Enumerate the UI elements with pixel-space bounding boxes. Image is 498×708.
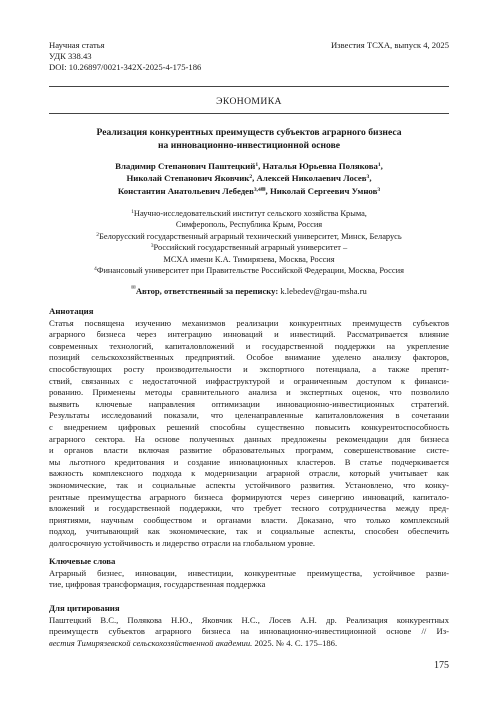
author-affil-mark: 3 [366,174,370,181]
envelope-icon: ✉ [131,285,136,291]
citation-heading: Для цитирования [49,603,120,613]
text-line: важность комплексного подхода к модернизации аграрной отрасли, который учитывает как [49,468,449,479]
page-header [49,40,449,76]
article-title [60,126,438,152]
text-line: аграрного сектора. На основе полученных данных предложены рекомендации для бизнеса [49,433,449,444]
abstract-heading: Аннотация [49,306,94,316]
author-affil-mark: 1 [255,162,259,168]
text-line: приятиями, научным сообществом и органами власти. Доказано, что только комплексный [49,514,449,525]
affiliation: Симферополь, Республика Крым, Россия [175,220,323,230]
text-line: вложений и государственной поддержки, что требует тесного сотрудничества между пред- [49,503,449,514]
text-line: подход, учитывающий как экономические, так и социальные аспекты, способен обеспечить [49,526,449,537]
affiliation: $^2$Белорусский государственный аграрный технический университет, Минск, Беларусь [96,231,402,241]
journal-name: вестия Тимирязевской сельскохозяйственной академии. [49,637,253,648]
text-line: Статья посвящена изучению механизмов реализации конкурентных преимуществ субъектов [49,317,449,328]
text-line: экономические, так и социальные аспекты устойчивого развития. Установлено, что конку- [49,479,449,490]
abstract-text [49,318,449,550]
text-line: способствующих росту производительности и экспортного потенциала, а также препят- [49,363,449,374]
author-list [60,160,438,197]
author-name: Константин Анатольевич Лебедев [117,185,254,196]
keywords-text [49,568,449,591]
text-line: ствий, связанных с недостаточной инфраструктурой и ограниченным доступом к финанси- [49,375,449,386]
author-name: Владимир Степанович Паштецкий [115,161,256,171]
citation-line: преимуществ субъектов аграрного бизнеса на инновационно-инвестиционной основе // Из- [49,626,449,637]
section-divider [49,113,449,114]
text-line: рентные преимущества аграрного бизнеса формируются через синергию инноваций, капитало- [49,491,449,502]
text-line: позиций сельскохозяйственных предприятий. Особое внимание уделено анализу факторов, [49,352,449,363]
author-affil-mark: 2 [249,174,253,181]
header-divider [49,86,449,87]
text-line: Аграрный бизнес, инновации, инвестиции, конкурентные преимущества, устойчивое разви- [49,567,449,578]
text-line: и органов власти включая развитие образовательных программ, совершенствование систе- [49,445,449,456]
author-name: Николай Степанович Яковчик [126,173,250,184]
text-line: аграрного бизнеса через интеграцию инноваций и инвестиций. Рассматривается влияние [49,329,449,340]
author-name: Николай Сергеевич Умнов [269,185,378,196]
author-affil-mark: 3,4✉ [253,186,266,193]
affiliation: $^3$Российский государственный аграрный университет – [150,243,348,253]
author-name: Алексей Николаевич Лосев [256,173,367,184]
affiliation: $^4$Финансовый университет при Правительстве Российской Федерации, Москва, Россия [94,266,404,276]
text-line: мы льготного кредитования и создание инновационных кластеров. В статье подчеркивается [49,456,449,467]
text-line: тие, цифровая трансформация, государственная поддержка [49,579,266,590]
citation-line: вестия Тимирязевской сельскохозяйственной академии. 2025. № 4. С. 175–186. [49,637,338,648]
text-line: с внедрением цифровых решений способны существенно повысить конкурентоспособность [49,421,449,432]
citation-section [49,603,449,649]
abstract-section [49,306,449,549]
title-line: Реализация конкурентных преимуществ субъектов аграрного бизнеса [96,127,402,138]
affiliation-list [49,208,449,276]
doi: DOI: 10.26897/0021-342X-2025-4-175-186 [49,62,202,73]
affiliation: $^1$Научно-исследовательский институт сельского хозяйства Крыма, [131,209,367,218]
section-title: ЭКОНОМИКА [216,96,282,107]
title-line: на инновационно-инвестиционной основе [157,140,341,151]
text-line: выявить ключевые направления оптимизации инновационно-инвестиционных стратегий. [49,398,449,409]
citation-line: Паштецкий В.С., Полякова Н.Ю., Яковчик Н.С., Лосев А.Н. др. Реализация конкурентных [49,614,449,625]
author-line: Владимир Степанович Паштецкий$^1$, Наталья Юрьевна Полякова$^1$, [115,161,383,171]
article-meta [49,40,201,74]
text-line: современных технологий, капиталовложений и государственной поддержки на укрепление [49,340,449,351]
affiliation: МСХА имени К.А. Тимирязева, Москва, Россия [163,254,335,264]
author-line: Константин Анатольевич Лебедев$^{3,4✉}$, Николай Сергеевич Умнов$^3$ [117,185,381,196]
keywords-heading: Ключевые слова [49,556,116,566]
author-affil-mark: 1 [377,162,381,168]
article-type: Научная статья [49,40,105,50]
author-affil-mark: 3 [377,186,381,193]
page-number: 175 [434,660,449,671]
correspondence [49,286,449,296]
keywords-section [49,556,449,591]
text-line: долгосрочную устойчивость и лидерство отрасли на глобальном уровне. [49,537,316,548]
text-line: рованию. Применены методы сравнительного анализа и экспертных оценок, что позволило [49,387,449,398]
text-line: Результаты исследований показали, что целенаправленные капиталовложения в сочетании [49,410,449,421]
journal-issue: Известия ТСХА, выпуск 4, 2025 [330,40,449,50]
udk-code: УДК 338.43 [49,51,92,62]
author-email[interactable]: k.lebedev@rgau-msha.ru [280,286,367,296]
author-line: Николай Степанович Яковчик$^2$, Алексей Николаевич Лосев$^3$, [126,173,372,184]
author-name: Наталья Юрьевна Полякова [262,161,378,171]
correspondence-label: Автор, ответственный за переписку: [135,286,279,296]
